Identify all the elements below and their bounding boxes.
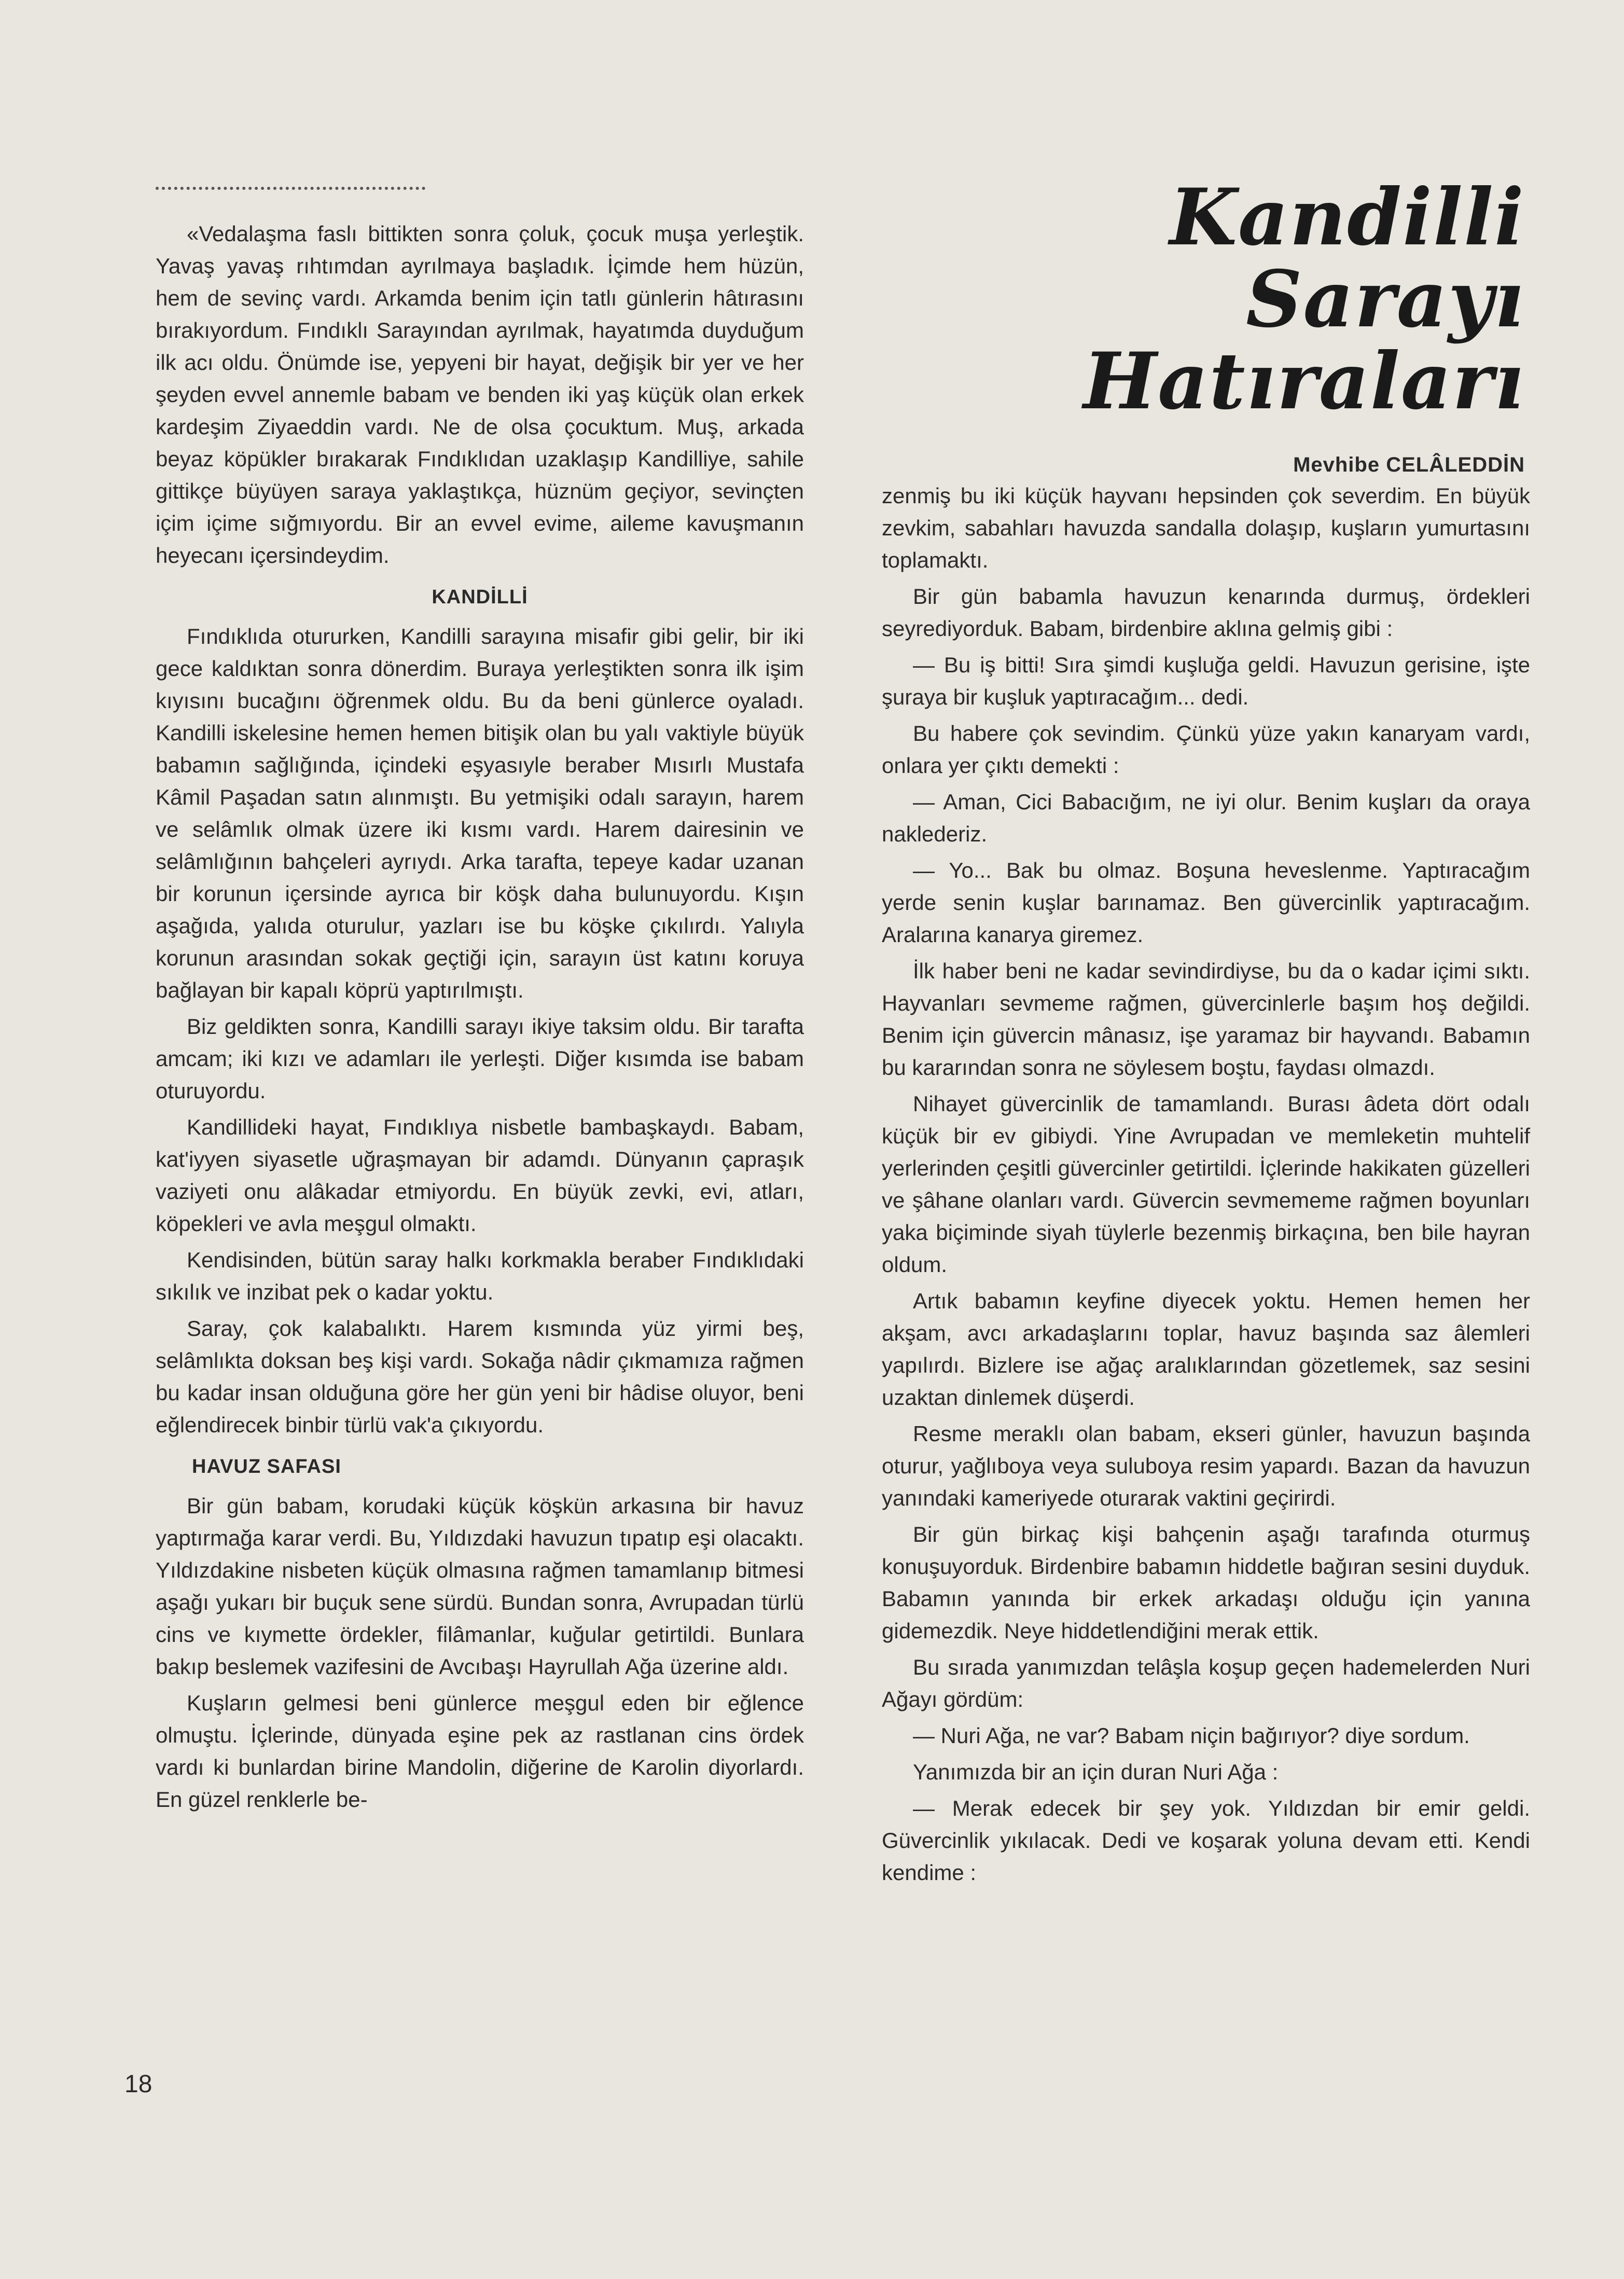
article-title-line-1: Kandilli xyxy=(1169,172,1525,263)
paragraph: Biz geldikten sonra, Kandilli sarayı ikiye taksim oldu. Bir tarafta amcam; iki kızı ve adamları ile yerleşti. Diğer kısımda ise babam oturuyordu. xyxy=(156,1014,804,1103)
dialogue-paragraph: — Merak edecek bir şey yok. Yıldızdan bir emir geldi. Güvercinlik yıkılacak. Dedi ve koşarak yoluna devam etti. Kendi kendime : xyxy=(882,1796,1530,1885)
paragraph: Kendisinden, bütün saray halkı korkmakla beraber Fındıklıdaki sıkılık ve inzibat pek o kadar yoktu. xyxy=(156,1248,804,1304)
section-heading-havuz-safasi: HAVUZ SAFASI xyxy=(192,1456,341,1477)
paragraph: Fındıklıda otururken, Kandilli sarayına misafir gibi gelir, bir iki gece kaldıktan sonra dönerdim. Buraya yerleştikten sonra ilk işim kıyısını bucağını öğrenmek oldu. Bu da beni günlerce oyaladı. Kandilli iskelesine hemen hemen bitişik olan bu yalı vaktiyle büyük babamın sağlığında, içindeki eşyasıyle beraber Mısırlı Mustafa Kâmil Paşadan satın alınmıştı. Bu yetmişiki odalı sarayın, harem ve selâmlık olmak üzere iki kısmı vardı. Harem dairesinin ve selâmlığının bahçeleri ayrıydı. Arka tarafta, tepeye kadar uzanan bir korunun içersinde ayrıca bir köşk daha bulunuyordu. Kışın aşağıda, yalıda oturulur, yazları ise bu köşke çıkılırdı. Yalıyla korunun arasından sokak geçtiği için, sarayın üst katını koruya bağlayan bir kapalı köprü yaptırılmıştı. xyxy=(156,624,804,1002)
right-column xyxy=(882,480,1530,1893)
section-heading-kandilli: KANDİLLİ xyxy=(432,586,528,608)
paragraph: Bir gün babamla havuzun kenarında durmuş, ördekleri seyrediyorduk. Babam, birdenbire aklına gelmiş gibi : xyxy=(882,584,1530,641)
article-title-line-2: Sarayı xyxy=(1246,254,1525,345)
left-column xyxy=(156,218,804,1820)
paragraph: Artık babamın keyfine diyecek yoktu. Hemen hemen her akşam, avcı arkadaşlarını toplar, havuz başında saz âlemleri yapılırdı. Bizlere ise ağaç aralıklarından gözetlemek, saz sesini uzaktan dinlemek düşerdi. xyxy=(882,1289,1530,1410)
paragraph: Bir gün babam, korudaki küçük köşkün arkasına bir havuz yaptırmağa karar verdi. Bu, Yıldızdaki havuzun tıpatıp eşi olacaktı. Yıldızdakine nisbeten küçük olmasına rağmen tamamlanıp bitmesi aşağı yukarı bir buçuk sene sürdü. Bundan sonra, Avrupadan türlü cins ve kıymette ördekler, filâmanlar, kuğular getirtildi. Bunlara bakıp beslemek vazifesini de Avcıbaşı Hayrullah Ağa üzerine aldı. xyxy=(156,1494,804,1679)
paragraph: Nihayet güvercinlik de tamamlandı. Burası âdeta dört odalı küçük bir ev gibiydi. Yine Avrupadan ve memleketin muhtelif yerlerinden çeşitli güvercinler getirtildi. İçlerinde hakikaten güzelleri ve şâhane olanları vardı. Güvercin sevmememe rağmen boyunları yaka biçiminde siyah tüylerle bezenmiş birkaçına, ben bile hayran oldum. xyxy=(882,1092,1530,1277)
dialogue-paragraph: — Nuri Ağa, ne var? Babam niçin bağırıyor? diye sordum. xyxy=(913,1723,1470,1748)
paragraph: İlk haber beni ne kadar sevindirdiyse, bu da o kadar içimi sıktı. Hayvanları sevmeme rağmen, güvercinlerle başım hoş değildi. Benim için güvercin mânasız, işe yaramaz bir hayvandı. Babamın bu kararından sonra ne söylesem boştu, faydası olmazdı. xyxy=(882,959,1530,1080)
paragraph: Bu habere çok sevindim. Çünkü yüze yakın kanaryam vardı, onlara yer çıktı demekti : xyxy=(882,721,1530,778)
article-title-line-3: Hatıraları xyxy=(1083,336,1525,427)
article-author: Mevhibe CELÂLEDDİN xyxy=(1293,453,1525,476)
paragraph: Bu sırada yanımızdan telâşla koşup geçen hademelerden Nuri Ağayı gördüm: xyxy=(882,1655,1530,1711)
paragraph: Kuşların gelmesi beni günlerce meşgul eden bir eğlence olmuştu. İçlerinde, dünyada eşine pek az rastlanan cins ördek vardı ki bunlardan birine Mandolin, diğerine de Karolin diyorlardı. En güzel renklerle be- xyxy=(156,1691,804,1812)
dialogue-paragraph: — Yo... Bak bu olmaz. Boşuna heveslenme. Yaptıracağım yerde senin kuşlar barınamaz. Ben güvercinlik yaptıracağım. Aralarına kanarya giremez. xyxy=(882,858,1530,947)
paragraph: Bir gün birkaç kişi bahçenin aşağı tarafında oturmuş konuşuyorduk. Birdenbire babamın hiddetle bağıran sesini duyduk. Babamın yanında bir erkek arkadaşı olduğu için yanına gidemezdik. Neye hiddetlendiğini merak ettik. xyxy=(882,1522,1530,1643)
dotted-divider xyxy=(156,187,425,190)
paragraph: zenmiş bu iki küçük hayvanı hepsinden çok severdim. En büyük zevkim, sabahları havuzda sandalla dolaşıp, kuşların yumurtasını toplamaktı. xyxy=(882,484,1530,572)
paragraph: Saray, çok kalabalıktı. Harem kısmında yüz yirmi beş, selâmlıkta doksan beş kişi vardı. Sokağa nâdir çıkmamıza rağmen bu kadar insan olduğuna göre her gün yeni bir hâdise oluyor, beni eğlendirecek binbir türlü vak'a çıkıyordu. xyxy=(156,1316,804,1437)
paragraph: Yanımızda bir an için duran Nuri Ağa : xyxy=(913,1760,1279,1784)
paragraph: Kandillideki hayat, Fındıklıya nisbetle bambaşkaydı. Babam, kat'iyyen siyasetle uğraşmayan bir adamdı. Dünyanın çapraşık vaziyeti onu alâkadar etmiyordu. En büyük zevki, evi, atları, köpekleri ve avla meşgul olmaktı. xyxy=(156,1115,804,1236)
page-number: 18 xyxy=(124,2070,152,2098)
paragraph: Resme meraklı olan babam, ekseri günler, havuzun başında oturur, yağlıboya veya suluboya resim yapardı. Bazan da havuzun yanındaki kameriyede oturarak vaktini geçirirdi. xyxy=(882,1421,1530,1510)
intro-paragraph: «Vedalaşma faslı bittikten sonra çoluk, çocuk muşa yerleştik. Yavaş yavaş rıhtımdan ayrılmaya başladık. İçimde hem hüzün, hem de sevinç vardı. Arkamda benim için tatlı günlerin hâtırasını bırakıyordum. Fındıklı Sarayından ayrılmak, hayatımda duyduğum ilk acı oldu. Önümde ise, yepyeni bir hayat, değişik bir yer ve her şeyden evvel annemle babam ve benden iki yaş küçük olan erkek kardeşim Ziyaeddin vardı. Ne de olsa çocuktum. Muş, arkada beyaz köpükler bırakarak Fındıklıdan uzaklaşıp Kandilliye, sahile gittikçe büyüyen saraya yaklaştıkça, hüznüm geçiyor, sevinçten içim içime sığmıyordu. Bir an evvel evime, aileme kavuşmanın heyecanı içersindeydim. xyxy=(156,222,804,568)
dialogue-paragraph: — Aman, Cici Babacığım, ne iyi olur. Benim kuşları da oraya naklederiz. xyxy=(882,790,1530,846)
dialogue-paragraph: — Bu iş bitti! Sıra şimdi kuşluğa geldi. Havuzun gerisine, işte şuraya bir kuşluk yaptıracağım... dedi. xyxy=(882,653,1530,709)
article-title-block xyxy=(1068,172,1525,477)
